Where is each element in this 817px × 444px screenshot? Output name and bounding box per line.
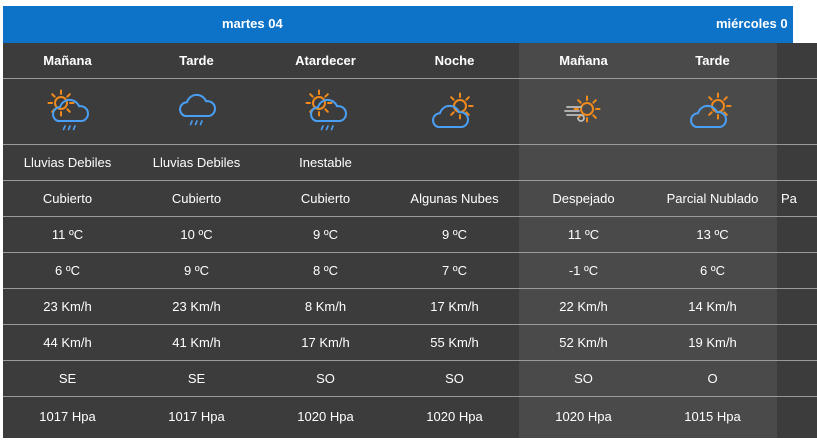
sun-cloud-rain-icon	[261, 79, 390, 145]
period-label: Tarde	[648, 43, 777, 79]
wind-speed: 23 Km/h	[132, 289, 261, 325]
forecast-column	[261, 43, 390, 438]
sun-behind-cloud-icon	[390, 79, 519, 145]
temp-min: 6 ºC	[648, 253, 777, 289]
sun-cloud-rain-icon	[3, 79, 132, 145]
sky-condition: Cubierto	[3, 181, 132, 217]
wind-speed: 23 Km/h	[3, 289, 132, 325]
wind-speed: 14 Km/h	[648, 289, 777, 325]
description	[777, 145, 817, 181]
wind-gust: 55 Km/h	[390, 325, 519, 361]
day-label: miércoles 0	[716, 16, 788, 31]
temp-max: 9 ºC	[261, 217, 390, 253]
description	[519, 145, 648, 181]
wind-gust: 17 Km/h	[261, 325, 390, 361]
wind-direction: SE	[132, 361, 261, 397]
temp-min	[777, 253, 817, 289]
forecast-column	[390, 43, 519, 438]
temp-min: 8 ºC	[261, 253, 390, 289]
period-label: Mañana	[3, 43, 132, 79]
temp-max	[777, 217, 817, 253]
temp-min: 7 ºC	[390, 253, 519, 289]
pressure: 1017 Hpa	[168, 408, 225, 424]
sun-wind-icon	[519, 79, 648, 145]
wind-gust: 44 Km/h	[3, 325, 132, 361]
temp-min: 9 ºC	[132, 253, 261, 289]
wind-gust: 19 Km/h	[648, 325, 777, 361]
pressure: 1020 Hpa	[555, 408, 612, 424]
wind-speed	[777, 289, 817, 325]
sky-condition: Cubierto	[132, 181, 261, 217]
temp-min: -1 ºC	[519, 253, 648, 289]
description: Lluvias Debiles	[3, 145, 132, 181]
temp-min: 6 ºC	[3, 253, 132, 289]
wind-direction: SO	[519, 361, 648, 397]
wind-gust: 52 Km/h	[519, 325, 648, 361]
sky-condition: Algunas Nubes	[390, 181, 519, 217]
wind-direction: SE	[3, 361, 132, 397]
forecast-columns	[3, 43, 817, 438]
period-label: Tarde	[132, 43, 261, 79]
sun-behind-cloud-icon	[648, 79, 777, 145]
wind-direction	[777, 361, 817, 397]
period-label: Mañana	[519, 43, 648, 79]
description	[648, 145, 777, 181]
temp-max: 13 ºC	[648, 217, 777, 253]
pressure: 1017 Hpa	[39, 408, 96, 424]
sky-condition: Pa	[777, 181, 817, 217]
sky-condition: Parcial Nublado	[648, 181, 777, 217]
forecast-column	[3, 43, 132, 438]
sky-condition: Cubierto	[261, 181, 390, 217]
description: Inestable	[261, 145, 390, 181]
pressure: 1015 Hpa	[684, 408, 741, 424]
forecast-column	[132, 43, 261, 438]
wind-speed: 17 Km/h	[390, 289, 519, 325]
pressure: 1020 Hpa	[297, 408, 354, 424]
description: Lluvias Debiles	[132, 145, 261, 181]
temp-max: 11 ºC	[3, 217, 132, 253]
icon-cell	[777, 79, 817, 145]
temp-max: 9 ºC	[390, 217, 519, 253]
day-label: martes 04	[222, 16, 283, 31]
forecast-column	[777, 43, 817, 438]
forecast-column	[519, 43, 648, 438]
forecast-column	[648, 43, 777, 438]
wind-direction: SO	[261, 361, 390, 397]
wind-speed: 8 Km/h	[261, 289, 390, 325]
wind-direction: SO	[390, 361, 519, 397]
wind-gust: 41 Km/h	[132, 325, 261, 361]
temp-max: 11 ºC	[519, 217, 648, 253]
wind-speed: 22 Km/h	[519, 289, 648, 325]
pressure: 1020 Hpa	[426, 408, 483, 424]
temp-max: 10 ºC	[132, 217, 261, 253]
day-header-bar	[3, 6, 793, 43]
period-label: Atardecer	[261, 43, 390, 79]
wind-direction: O	[648, 361, 777, 397]
forecast-table	[3, 6, 797, 438]
cloud-rain-icon	[132, 79, 261, 145]
description	[390, 145, 519, 181]
wind-gust	[777, 325, 817, 361]
period-label	[777, 43, 817, 79]
period-label: Noche	[390, 43, 519, 79]
pressure	[777, 397, 817, 435]
sky-condition: Despejado	[519, 181, 648, 217]
